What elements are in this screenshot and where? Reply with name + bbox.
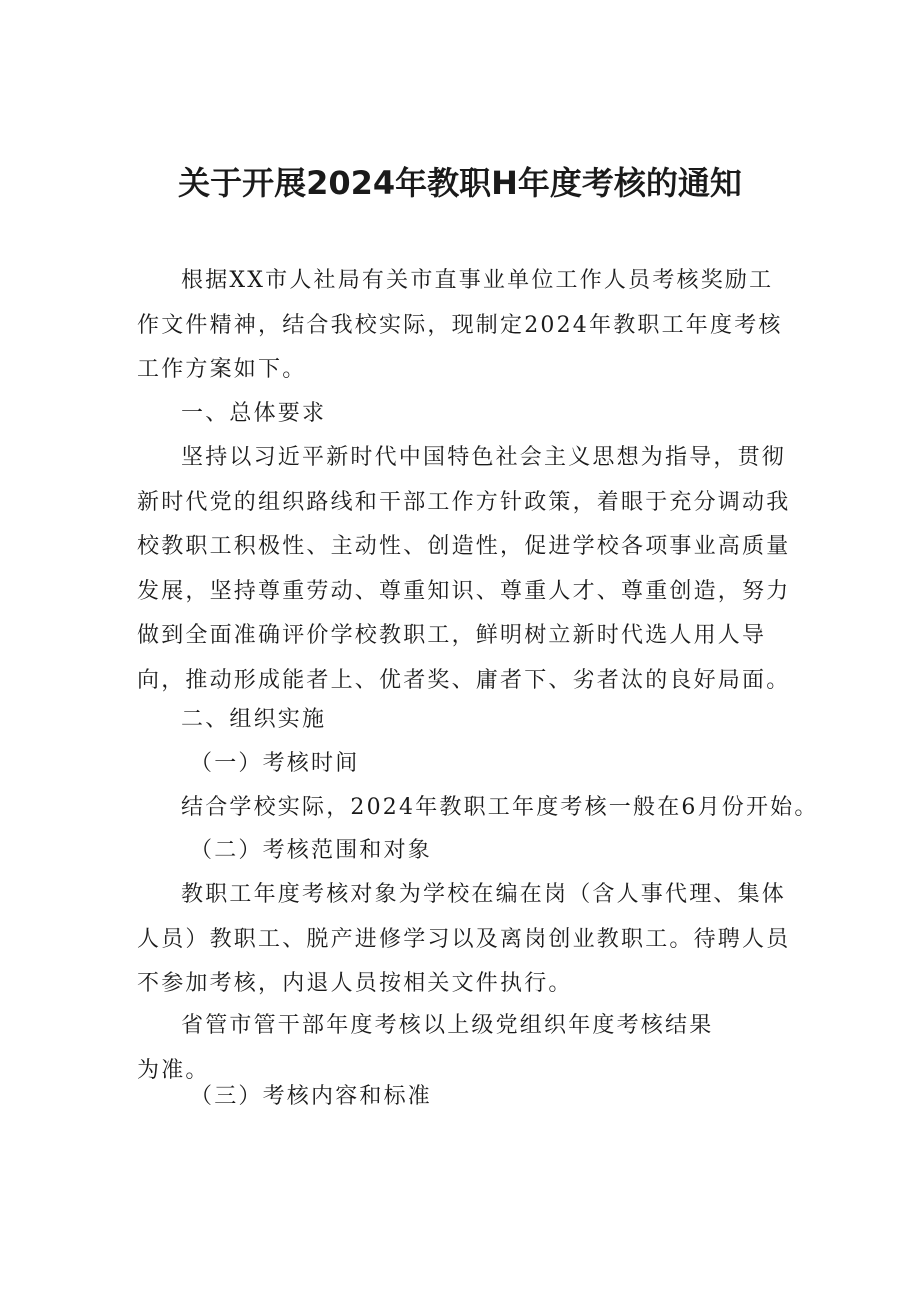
section-heading-organization: 二、组织实施 bbox=[181, 707, 327, 732]
subsection-body-assessment-time: 结合学校实际，2024年教职工年度考核一般在6月份开始。 bbox=[181, 795, 819, 820]
subsection-body-scope: 教职工年度考核对象为学校在编在岗（含人事代理、集体人员）教职工、脱产进修学习以及离岗创业教职工。待聘人员不参加考核，内退人员按相关文件执行。 bbox=[137, 882, 791, 996]
section-body-general-requirements: 坚持以习近平新时代中国特色社会主义思想为指导，贯彻新时代党的组织路线和干部工作方针政策，着眼于充分调动我校教职工积极性、主动性、创造性，促进学校各项事业高质量发展，坚持尊重劳动、尊重知识、尊重人才、尊重创造，努力做到全面准确评价学校教职工，鲜明树立新时代选人用人导向，推动形成能者上、优者奖、庸者下、劣者汰的良好局面。 bbox=[137, 445, 791, 693]
intro-paragraph: 根据XX市人社局有关市直事业单位工作人员考核奖励工作文件精神，结合我校实际，现制定2024年教职工年度考核工作方案如下。 bbox=[137, 268, 783, 382]
subsection-body-cadres: 省管市管干部年度考核以上级党组织年度考核结果为准。 bbox=[137, 1013, 714, 1083]
section-heading-general-requirements: 一、总体要求 bbox=[181, 401, 327, 426]
subsection-heading-scope: （二）考核范围和对象 bbox=[190, 838, 433, 863]
document-title: 关于开展2024年教职H年度考核的通知 bbox=[178, 164, 742, 202]
subsection-heading-assessment-time: （一）考核时间 bbox=[190, 751, 360, 776]
subsection-heading-content-standards: （三）考核内容和标准 bbox=[190, 1084, 433, 1109]
